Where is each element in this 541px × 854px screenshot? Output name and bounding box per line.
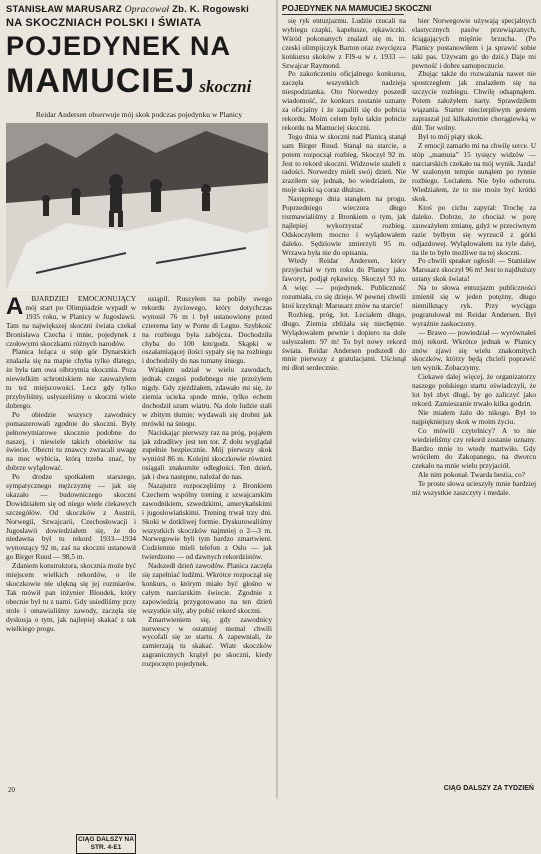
paragraph: Nazajutrz rozpoczęliśmy z Bronkiem Czechem wspólny trening z szwajcarskim zawodnikiem, szwedzkimi, amerykańskimi i jugosłowiańskimi. Trening trwał trzy dni. Skoki w dotkliwej formie. Dyskutowaliśmy wszystkich skoczków najmniej o 2—3 m. Norwegowie byli tym bardzo zmartwieni. Codziennie mieli telefon z Oslo — jak twierdzono — od dawnych rekordzistów. (142, 481, 272, 562)
paragraph: Po obiedzie wszyscy zawodnicy pomaszerowali zgodnie do skoczni. Były pełnowymiarowe skocznie podobne do naszej, i niewiele takich obiektów na świecie. Obecni tu znawcy zwracali uwagę na moc wybicia, którą trzeba znać, by dobrze wylądować. (6, 409, 136, 473)
right-page (282, 4, 536, 796)
page-number: 20 (8, 786, 15, 794)
paragraph: Po zakończeniu oficjalnego konkursu, zaczęła wszystkich nadzieja niespodzianka. Oto Norwedzy poszedł wiadomość, że konkurs zostanie uznany za oficjalny i że zapalili się do pobicia rekordu. Moim celem było także pobicie rekordu na Mamuciej skoczni. (282, 69, 406, 132)
paragraph: Nie miałem żalu do nikogo. Był to najpiękniejszy skok w moim życiu. (412, 407, 536, 426)
running-header: POJEDYNEK NA MAMUCIEJ SKOCZNI (282, 4, 432, 13)
headline-tag: skoczni (199, 77, 252, 96)
paragraph: Wtedy Reidar Andersen, który przyjechał w tym roku do Planicy jako faworyt, podjął rękawicę. Skoczył 93 m. A więc — pojedynek. Publiczność rozumiała, co się dzieje. W pewnej chwili ktoś krzyknął: Marusarz znów na starcie! (282, 256, 406, 310)
right-article-columns (282, 17, 536, 789)
paragraph: Ale nim pokonał. Twarda bestia, co? (418, 470, 525, 480)
drop-cap: A (6, 295, 24, 320)
page-gutter (276, 0, 278, 799)
paragraph: Naciskając pierwszy raz na próg, pojąłem jak zdradliwy jest ten tor. Z dołu wyglądał zupełnie bezpiecznie. Mój pierwszy skok wyniósł 86 m. Kolejni skoczkowie również osiągali znakomite odległości. Ten dzień, jak i dwa następne, należał do nas. (142, 427, 272, 482)
left-column-2 (142, 295, 272, 830)
paragraph: — Brawo — powiedział — wyrównałeś mój rekord. Wkrótce jednak w Planicy znów zjawi się wielu znakomitych skoczków, którzy będą chcieli poprawić ten wynik. Zobaczymy. (412, 327, 536, 373)
headline-line2 (6, 64, 272, 104)
paragraph: Planica leżąca u stóp gór Dynarskich znalazła się na mapie chyba tylko dlatego, że była tam owa olbrzymia skocznia. Poza niewielkim schroniskiem nie zauważyłem tu też miejscowości. Lecz gdy tylko przybyliśmy, usłyszeliśmy o skoczni wiele dobrego. (6, 347, 136, 410)
paragraph: Te proste słowa ucieszyły mnie bardziej niż wszystkie zaszczyty i medale. (412, 479, 536, 498)
paragraph: BJARDZIEJ EMOCJONUJĄCY mój start po Olimpiadzie wypadł w 1935 roku, w Planicy w Jugosławii. Tam na największej skoczni świata czekał Bronisława Czecha i mnie, pojedynek z czołowymi skoczkami różnych narodów. (6, 295, 136, 348)
paragraph: Zdaniem konstruktora, skocznia może być miejscem wielkich rekordów, o ile skoczkowie nie ulękną się jej rozmiarów. Tak mówił pan inżynier Bloudek, który obecnie był tu z nami. Gdy usiedliśmy przy stole i omawialiśmy zawody, zaczęła się dyskusja o tym, jak najlepiej skakać z tak wielkiego progu. (6, 561, 136, 633)
paragraph: ustąpił. Ruszyłem na pobiły swego rekordu życiowego, który dotychczas wynosił 76 m i był ustanowiony przed czterema laty w Ponte di Legno. Szybkość na rozbiegu była zabójcza. Dochodziła chyba do 100 km/godz. Skąpki w oszałamiającej ilości sypały się na rozbiegu i dochodziły do nas tumany śniegu. (142, 295, 272, 366)
left-article-columns (6, 295, 272, 830)
right-column-2 (412, 17, 536, 789)
paragraph: Zbując także do rozważania nawet nie spostrzegłem jak znalazłem się na szczycie rozbiegu. Chwilę odsapnąłem. Potem założyłem narty. Sprawdziłem wiązania. Starter niecierpliwym gestem zapraszał już kilkakrotnie chorągiewką w dół. Tor wolny. (412, 69, 536, 132)
photo-caption: Reidar Andersen obserwuje mój skok podczas pojedynku w Planicy (35, 110, 243, 119)
continued-box: CIĄG DALSZY NA STR. 4-E1 (76, 834, 136, 854)
byline-editor: Zb. K. Rogowski (172, 4, 249, 15)
paragraph: Ktoś po cichu zapytał: Trochę za daleko. Dobrze, że chociaż w porę zauważyłem zmianę, gdyż w przeciwnym razie byłbym się wyrzucił z górki odjazdowej. Wylądowałem na tyle dalej, na ile to było możliwe na tej skoczni. (412, 203, 536, 257)
paragraph: Rozbieg, próg, lot. Leciałem długo, długo. Ziemia zbliżała się niechętnie. Wylądowałem pewnie i dopiero na dole usłyszałem: 97 m! To był nowy rekord świata. Reidar Andersen podszedł do mnie pierwszy z gratulacjami. Uścisnął mi dłoń serdecznie. (282, 309, 406, 373)
series-kicker: NA SKOCZNIACH POLSKI I ŚWIATA (6, 17, 202, 29)
paragraph: Tego dnia w skoczni nad Planicą stanął sam Birger Ruud. Stanął na starcie, a potem rozpoczął rozbieg. Skoczył 92 m. Jest to rekord skoczni. Widzowie szaleli z radości. Norwedzy mieli swój dzień. Nie zraziłem się jednak, bo wiedziałem, że moje skoki są coraz dłuższe. (282, 131, 406, 195)
byline (6, 4, 272, 15)
paragraph: bier Norwegowie używają specjalnych elastycznych pasów przewiązanych, ściągających mięśnie brzucha. (Po Planicy postanowiłem i ja sprawić sobie taki pas. Używam go do dziś.) Daje mi pewność i dobre samopoczucie. (412, 17, 536, 70)
headline-mamuciej: MAMUCIEJ (6, 62, 196, 100)
paragraph: Po drodze spotkałem starszego, sympatycznego mężczyznę — jak się okazało — budowniczego skoczni Dowidziałem się od niego wiele ciekawych szczegółów. Od skoczków z Austrii, Norwegii, Szwajcarii, Czechosłowacji i Jugosławii dowiedziałem się, że do niedawna był tu rekord 1933—1934 wynoszący 92 m, zaś na skoczni ustanowił go Birger Ruud — 98,5 m. (6, 472, 136, 562)
continued-footer: CIĄG DALSZY ZA TYDZIEŃ (443, 785, 534, 792)
paragraph: Po chwili speaker ogłosił: — Stanisław Marusarz skoczył 96 m! Jest to najdłuższy ustany skok świata! (412, 256, 536, 284)
headline-line1: POJEDYNEK NA (6, 31, 232, 61)
paragraph: Wziąłem udział w wielu zawodach, jednak czegoś podobnego nie przeżyłem nigdy. Gdy zjeżdżałem, zdawało mi się, że ziemia ucieka spode mnie, tylko echem dochodził szum wiatru. Na dole ludzie stali w zbitym tłumie; wydawali się drobni jak mrówki na śniegu. (142, 365, 272, 428)
paragraph: Na to słowa entuzjazm publiczności zmienił się w jeden potężny, długo niemilknący ryk. Przy wyciągu pogratulował mi Reidar Andersen. Był wyraźnie zaskoczony. (412, 283, 536, 328)
paragraph: Co mówili czytelnicy? A to nie wiedzieliśmy czy rekord zostanie uznany. Bardzo mnie to wtedy martwiło. Gdy wróciłem do Zakopanego, na dworcu czekało na mnie wielu przyjaciół. (412, 425, 536, 471)
paragraph: Nadszedł dzień zawodów. Planica zaczęła się zapełniać ludźmi. Wkrótce rozpoczął się konkurs, o którym miało być głośno w całym narciarskim świecie. Zgodnie z zapowiedzią przygotowano na ten dzień wszystkie siły, aby pobić rekord skoczni. (142, 561, 272, 615)
right-column-1 (282, 17, 406, 789)
paragraph: Następnego dnia stanąłem na progu. Poprzedniego wieczora długo rozmawialiśmy z Bronkiem o tym, jak najlepiej wykorzystać rozbieg. Odskoczyłem mocno i wylądowałem daleko. Sędziowie zmierzyli 95 m. Wrzawa była nie do opisania. (282, 194, 406, 257)
paragraph: Zmartwieniem się, gdy zawodnicy norwescy w ostatniej niemal chwili wycofali się ze startu. A zapewniali, że zamierzają tu skakać. Wiatr skoczków zagranicznych krążył po skoczni, kiedy rozpoczęto pojedynek. (142, 614, 272, 669)
paragraph: się ryk entuzjazmu. Ludzie rzucali na wybiegu czapki, kapelusze, rękawiczki. Wśród pokonanych znalazł się m. in. czeski olimpijczyk Barton oraz zwycięzca konkursu skoków z FIS-u w r. 1933 — Szwajcar Raymond. (282, 17, 406, 70)
byline-oprac: Opracował (124, 5, 170, 15)
paragraph: Był to mój piąty skok. (418, 131, 484, 141)
paragraph: Ciekawe dalej więcej, że organizatorzy naszego polskiego startu oświadczyli, że lot był zbyt długi, by go zaliczyć jako rekord. Zamieszanie trwało kilka godzin. (412, 372, 536, 408)
left-page (6, 4, 272, 851)
left-column-1 (6, 295, 136, 830)
byline-author: STANISŁAW MARUSARZ (6, 4, 122, 15)
paragraph: Z emocji zamarło mi na chwilę serce. U stóp „mamuta” 15 tysięcy widzów — narciarskich czekało na mój wynik. Jazda! W szalonym tempie sunąłem po rynnie rozbiegu. Leciałem. Nie było odwrotu. Wiedziałem, że to nie może być krótki skok. (412, 140, 536, 204)
ski-jump-photo (6, 123, 268, 291)
